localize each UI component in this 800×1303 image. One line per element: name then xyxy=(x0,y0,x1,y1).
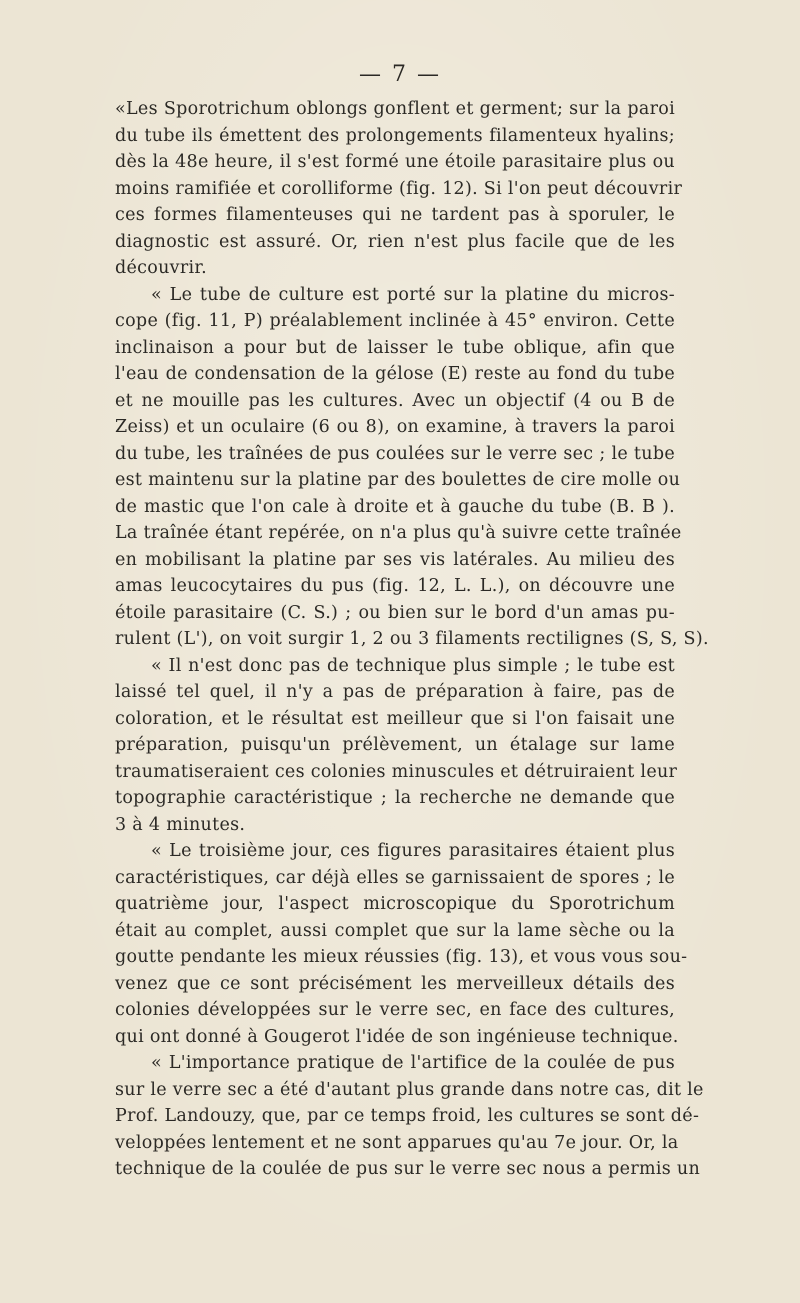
text-line: technique de la coulée de pus sur le verre sec nous a permis un xyxy=(115,1159,701,1179)
text-line: l'eau de condensation de la gélose (E) reste au fond du tube xyxy=(115,364,675,384)
text-line: topographie caractéristique ; la recherche ne demande que xyxy=(115,788,675,808)
body-text xyxy=(115,96,709,1183)
text-line: coloration, et le résultat est meilleur que si l'on faisait une xyxy=(115,708,675,729)
text-line: veloppées lentement et ne sont apparues qu'au 7e jour. Or, la xyxy=(115,1132,679,1153)
text-line: colonies développées sur le verre sec, en face des cultures, xyxy=(115,1000,675,1020)
text-line: du tube ils émettent des prolongements filamenteux hyalins; xyxy=(115,125,675,146)
text-line: et ne mouille pas les cultures. Avec un objectif (4 ou B de xyxy=(115,390,675,411)
text-line: de mastic que l'on cale à droite et à gauche du tube (B. B ). xyxy=(115,496,675,517)
page-number: — 7 — xyxy=(359,62,441,87)
text-line: rulent (L'), on voit surgir 1, 2 ou 3 filaments rectilignes (S, S, S). xyxy=(115,629,709,649)
text-line: « L'importance pratique de l'artifice de la coulée de pus xyxy=(151,1053,675,1073)
text-line: était au complet, aussi complet que sur la lame sèche ou la xyxy=(115,920,675,941)
text-line: traumatiseraient ces colonies minuscules et détruiraient leur xyxy=(115,761,678,782)
text-line: « Le troisième jour, ces figures parasitaires étaient plus xyxy=(151,841,675,861)
text-line: quatrième jour, l'aspect microscopique du Sporotrichum xyxy=(115,894,675,914)
text-line: du tube, les traînées de pus coulées sur le verre sec ; le tube xyxy=(115,443,675,464)
text-line: qui ont donné à Gougerot l'idée de son ingénieuse technique. xyxy=(115,1026,679,1047)
text-line: Zeiss) et un oculaire (6 ou 8), on examine, à travers la paroi xyxy=(115,417,675,437)
text-line: La traînée étant repérée, on n'a plus qu'à suivre cette traînée xyxy=(115,523,682,543)
text-line: moins ramifiée et corolliforme (fig. 12). Si l'on peut découvrir xyxy=(115,178,683,199)
text-line: « Le tube de culture est porté sur la platine du micros- xyxy=(151,284,675,305)
text-line: sur le verre sec a été d'autant plus grande dans notre cas, dit le xyxy=(115,1079,704,1100)
text-line: ces formes filamenteuses qui ne tardent pas à sporuler, le xyxy=(115,205,675,225)
text-line: est maintenu sur la platine par des boulettes de cire molle ou xyxy=(115,470,681,490)
text-line: amas leucocytaires du pus (fig. 12, L. L.), on découvre une xyxy=(115,576,675,596)
text-line: cope (fig. 11, P) préalablement inclinée à 45° environ. Cette xyxy=(115,311,675,331)
text-line: «Les Sporotrichum oblongs gonflent et germent; sur la paroi xyxy=(115,99,675,119)
text-line: Prof. Landouzy, que, par ce temps froid, les cultures se sont dé- xyxy=(115,1106,700,1126)
text-line: « Il n'est donc pas de technique plus simple ; le tube est xyxy=(151,655,675,676)
text-line: étoile parasitaire (C. S.) ; ou bien sur le bord d'un amas pu- xyxy=(115,602,675,623)
text-line: inclinaison a pour but de laisser le tube oblique, afin que xyxy=(115,337,675,358)
text-line: 3 à 4 minutes. xyxy=(115,814,246,835)
text-line: caractéristiques, car déjà elles se garnissaient de spores ; le xyxy=(115,867,675,888)
text-line: découvrir. xyxy=(115,258,208,278)
text-line: dès la 48e heure, il s'est formé une étoile parasitaire plus ou xyxy=(115,152,675,172)
text-line: en mobilisant la platine par ses vis latérales. Au milieu des xyxy=(115,549,675,570)
text-line: laissé tel quel, il n'y a pas de préparation à faire, pas de xyxy=(115,682,675,702)
text-line: goutte pendante les mieux réussies (fig. 13), et vous vous sou- xyxy=(115,947,688,967)
text-line: préparation, puisqu'un prélèvement, un étalage sur lame xyxy=(115,735,675,755)
text-line: venez que ce sont précisément les merveilleux détails des xyxy=(115,973,675,994)
text-line: diagnostic est assuré. Or, rien n'est plus facile que de les xyxy=(115,231,675,252)
